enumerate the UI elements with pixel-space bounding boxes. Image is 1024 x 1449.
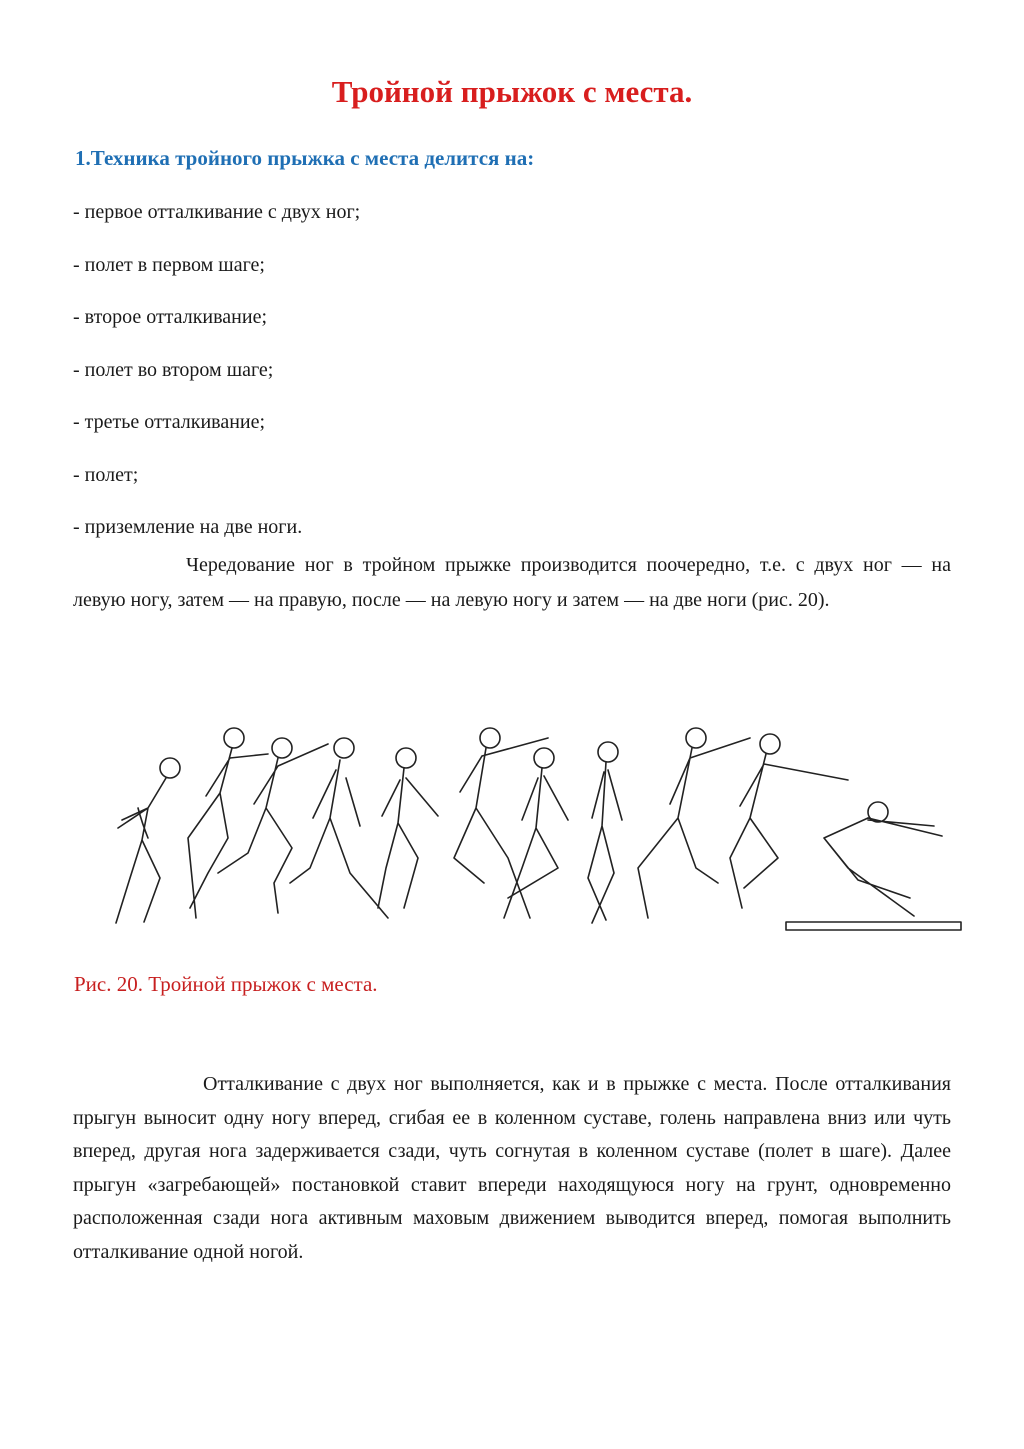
athlete-figure-2 — [188, 728, 268, 918]
jump-sequence-illustration — [78, 708, 963, 948]
phase-list — [73, 192, 360, 560]
landing-bar — [786, 922, 961, 930]
athlete-figure-11 — [824, 802, 942, 916]
section-heading: 1.Техника тройного прыжка с места делится на: — [75, 146, 535, 170]
page-title: Тройной прыжок с места. — [331, 74, 693, 109]
athlete-figure-8 — [588, 742, 622, 923]
list-item: - полет; — [73, 463, 139, 486]
list-item: - приземление на две ноги. — [73, 516, 303, 538]
paragraph-takeoff: Отталкивание с двух ног выполняется, как и в прыжке с места. После отталкивания прыгун выносит одну ногу вперед, сгибая ее в коленном суставе, голень направлена вниз или чуть вперед, другая нога задерживается сзади, чуть согнутая в коленном суставе (полет в шаге). Далее прыгун «загребающей» постановкой ставит впереди находящуюся ногу на грунт, одновременно расположенная сзади нога активным маховым движением выводится вперед, помогая выполнить отталкивание одной ногой. — [73, 1073, 951, 1263]
athlete-figure-7 — [504, 748, 568, 918]
list-item: - второе отталкивание; — [73, 306, 268, 328]
athlete-figure-4 — [290, 738, 388, 918]
list-item: - полет во втором шаге; — [73, 358, 274, 381]
jump-sequence-figure — [78, 708, 963, 948]
figure-caption: Рис. 20. Тройной прыжок с места. — [74, 972, 378, 996]
athlete-figure-10 — [730, 734, 848, 908]
list-item: - третье отталкивание; — [73, 411, 266, 433]
athlete-figure-9 — [638, 728, 750, 918]
paragraph-alternation: Чередование ног в тройном прыжке производится поочередно, т.е. с двух ног — на левую ногу, затем — на правую, после — на левую ногу и затем — на две ноги (рис. 20). — [73, 554, 951, 611]
list-item: - полет в первом шаге; — [73, 253, 265, 276]
list-item: - первое отталкивание с двух ног; — [73, 201, 361, 223]
athlete-figure-5 — [378, 748, 438, 908]
athlete-figure-3 — [218, 738, 328, 913]
athlete-figure-1 — [116, 758, 180, 923]
